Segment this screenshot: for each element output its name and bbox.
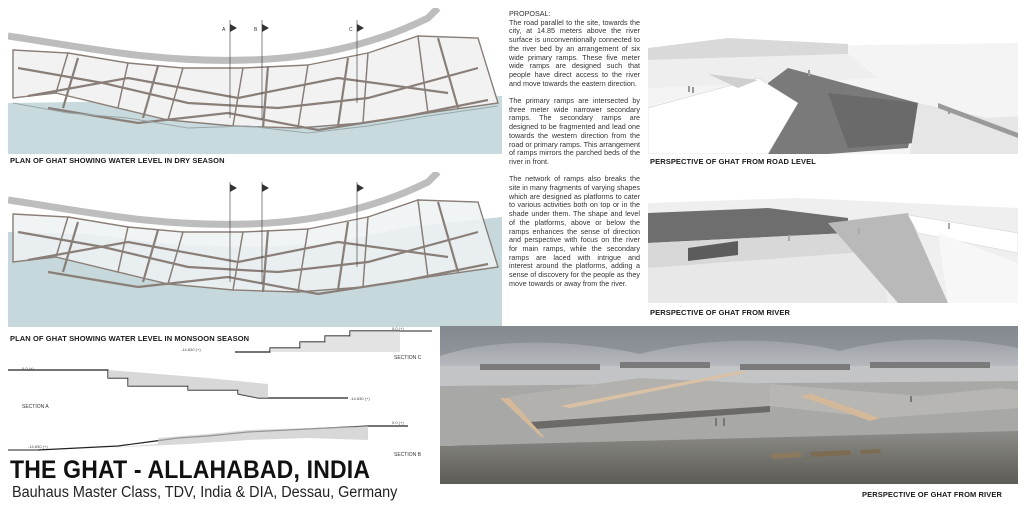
proposal-text: [509, 10, 640, 297]
plan-dry-season: [8, 8, 502, 154]
marker-c: C: [349, 27, 353, 33]
section-c-level-bottom: -14.830 (+): [181, 347, 201, 352]
river-large-caption: PERSPECTIVE OF GHAT FROM RIVER: [862, 490, 1002, 499]
road-level-caption: PERSPECTIVE OF GHAT FROM ROAD LEVEL: [650, 157, 816, 166]
perspective-river-large: [440, 326, 1018, 484]
river-small-caption: PERSPECTIVE OF GHAT FROM RIVER: [650, 308, 790, 317]
section-a-label: SECTION A: [22, 404, 49, 410]
section-a-level-top: 0.0 (+): [22, 366, 34, 371]
section-b-level-top: 0.0 (+): [392, 420, 404, 425]
section-b: [8, 416, 438, 456]
poster-title: THE GHAT - ALLAHABAD, INDIA: [10, 456, 371, 484]
proposal-paragraph: The network of ramps also breaks the site in many fragments of varying shapes which are designed as platforms to cater to various activities both on top or in the shade under them. The shape and level of the platforms, above or below the ramps enhances the sense of direction and perspective with focus on the river for main ramps, while the secondary ramps are laced with intrigue and interest around the platforms, adding a sense of discovery for the people as they move towards or away from the river.: [509, 174, 640, 288]
section-b-level-bottom: -14.830 (+): [28, 444, 48, 449]
marker-b: B: [254, 27, 258, 33]
plan-monsoon-season: [8, 172, 502, 327]
section-c-label: SECTION C: [394, 355, 422, 361]
marker-a: A: [222, 27, 226, 33]
section-c-level-top: 0.0 (+): [392, 326, 404, 331]
section-a: [8, 364, 438, 406]
proposal-paragraph: The primary ramps are intersected by three meter wide narrower secondary ramps. The secondary ramps are designed to be fragmented and lead one towards the western direction from the road or primary ramps. This arrangement of ramps mirrors the parched beds of the river in front.: [509, 96, 640, 166]
section-a-level-bottom: -14.830 (+): [350, 396, 370, 401]
section-c: [150, 326, 432, 362]
proposal-paragraph: The road parallel to the site, towards the city, at 14.85 meters above the river surface is unconventionally connected to the river bed by an arrangement of six wide primary ramps. These five meter wide ramps are designed such that people have direct access to the river and move towards the eastern direction.: [509, 17, 640, 88]
poster-subtitle: Bauhaus Master Class, TDV, India & DIA, Dessau, Germany: [12, 484, 398, 501]
plan-dry-caption: PLAN OF GHAT SHOWING WATER LEVEL IN DRY SEASON: [10, 156, 225, 165]
perspective-road-level: [648, 8, 1018, 154]
proposal-heading: PROPOSAL:: [509, 9, 551, 18]
section-b-label: SECTION B: [394, 452, 421, 458]
plan-monsoon-caption: PLAN OF GHAT SHOWING WATER LEVEL IN MONSOON SEASON: [10, 334, 250, 343]
perspective-river-small: [648, 193, 1018, 303]
